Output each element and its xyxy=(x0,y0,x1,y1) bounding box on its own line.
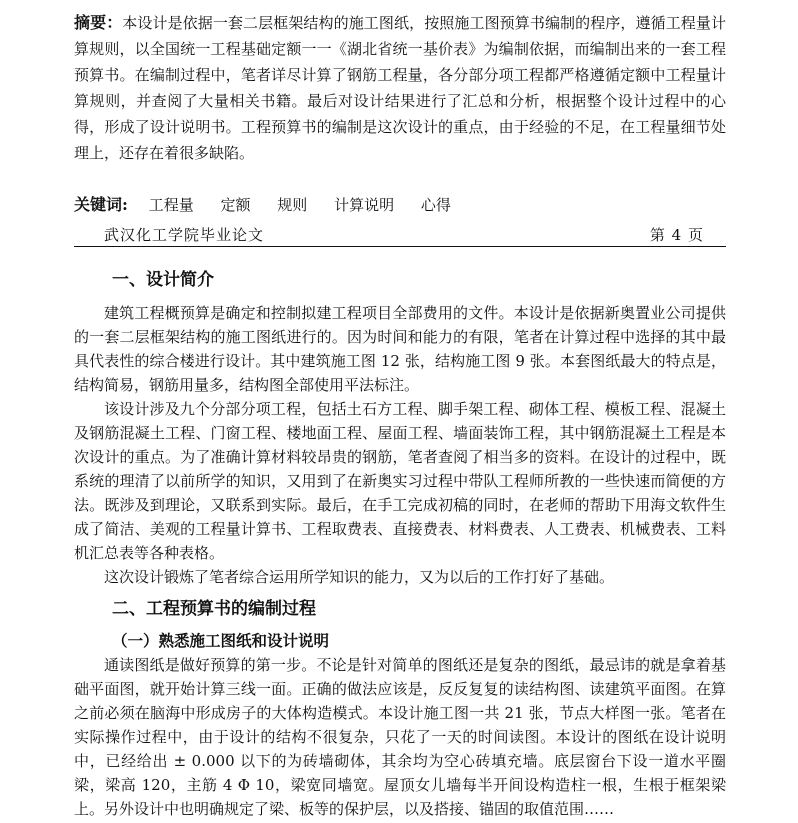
section-1-heading: 一、设计简介 xyxy=(112,270,214,290)
abstract-block xyxy=(74,10,726,166)
school-title: 武汉化工学院毕业论文 xyxy=(104,226,265,244)
page-number: 第 4 页 xyxy=(649,226,704,244)
keywords-label: 关键词: xyxy=(74,195,128,214)
subsection-heading: （一）熟悉施工图纸和设计说明 xyxy=(112,631,330,650)
keyword-item: 工程量 xyxy=(148,196,194,214)
paragraph: 建筑工程概预算是确定和控制拟建工程项目全部费用的文件。本设计是依据新奥置业公司提供的一套二层框架结构的施工图纸进行的。因为时间和能力的有限，笔者在计算过程中选择的其中最具代表性的综合楼进行设计。其中建筑施工图 12 张，结构施工图 9 张。本套图纸最大的特点是，结构简易，钢筋用量多，结构图全部使用平法标注。 xyxy=(74,304,726,394)
keyword-item: 计算说明 xyxy=(334,196,395,214)
abstract-text: 本设计是依据一套二层框架结构的施工图纸，按照施工图预算书编制的程序，遵循工程量计算规则，以全国统一工程基础定额一一《湖北省统一基价表》为编制依据，而编制出来的一套工程预算书。在编制过程中，笔者详尽计算了钢筋工程量，各分部分项工程都严格遵循定额中工程量计算规则，并查阅了大量相关书籍。最后对设计结果进行了汇总和分析，根据整个设计过程中的心得，形成了设计说明书。工程预算书的编制是这次设计的重点，由于经验的不足，在工程量细节处理上，还存在着很多缺陷。 xyxy=(74,14,726,162)
abstract-label: 摘要： xyxy=(74,13,123,32)
page-header xyxy=(74,224,726,247)
paragraph: 这次设计锻炼了笔者综合运用所学知识的能力，又为以后的工作打好了基础。 xyxy=(104,568,615,586)
paragraph: 该设计涉及九个分部分项工程，包括土石方工程、脚手架工程、砌体工程、模板工程、混凝土及钢筋混凝土工程、门窗工程、楼地面工程、屋面工程、墙面装饰工程，其中钢筋混凝土工程是本次设计的重点。为了准确计算材料较昂贵的钢筋，笔者查阅了相当多的资料。在设计的过程中，既系统的理清了以前所学的知识，又用到了在新奥实习过程中带队工程师所教的一些快速而简便的方法。既涉及到理论，又联系到实际。最后，在手工完成初稿的同时，在老师的帮助下用海文软件生成了简洁、美观的工程量计算书、工程取费表、直接费表、材料费表、人工费表、机械费表、工料机汇总表等各种表格。 xyxy=(74,400,726,562)
section-2-heading: 二、工程预算书的编制过程 xyxy=(112,599,316,619)
section-1-body xyxy=(74,301,726,589)
keyword-item: 规则 xyxy=(277,196,308,214)
keywords-line xyxy=(74,192,726,218)
keyword-item: 定额 xyxy=(220,196,251,214)
paragraph: 通读图纸是做好预算的第一步。不论是针对简单的图纸还是复杂的图纸，最忌讳的就是拿着基础平面图，就开始计算三线一面。正确的做法应该是，反反复复的读结构图、读建筑平面图。在算之前必须在脑海中形成房子的大体构造模式。本设计施工图一共 21 张，节点大样图一张。笔者在实际操作过程中，由于设计的结构不很复杂，只花了一天的时间读图。本设计的图纸在设计说明中，已经给出 ± 0.000 以下的为砖墙砌体，其余均为空心砖填充墙。底层窗台下设一道水平圈梁，梁高 120，主筋 4 Φ 10，梁宽同墙宽。屋顶女儿墙每半开间设构造柱一根，生根于框架梁上。另外设计中也明确规定了梁、板等的保护层，以及搭接、锚固的取值范围…… xyxy=(74,656,726,818)
section-2-body xyxy=(74,653,726,821)
keyword-item: 心得 xyxy=(420,196,451,214)
